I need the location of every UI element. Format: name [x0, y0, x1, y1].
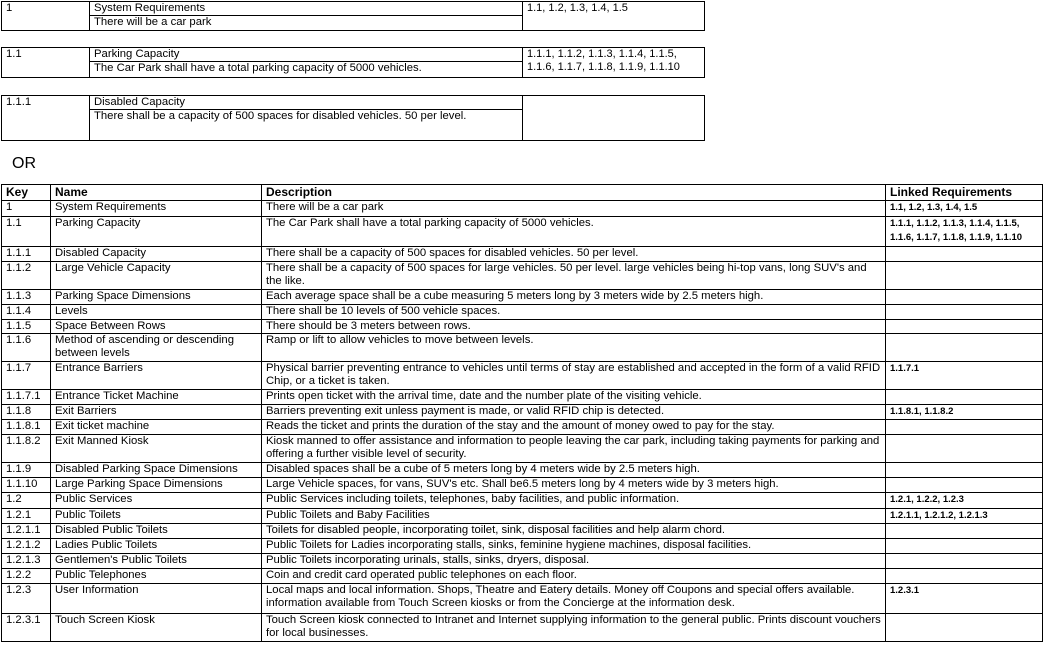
table-header-row [2, 185, 1043, 201]
cell-name: Large Vehicle Capacity [51, 261, 262, 289]
cell-links [886, 435, 1043, 463]
cell-links [886, 539, 1043, 554]
cell-name: Gentlemen's Public Toilets [51, 554, 262, 569]
table-row [2, 554, 1043, 569]
cell-description: Coin and credit card operated public telephones on each floor. [262, 569, 886, 584]
cell-key: 1.1.8.2 [2, 435, 51, 463]
card-description: There shall be a capacity of 500 spaces for disabled vehicles. 50 per level. [90, 110, 523, 141]
card-description: There will be a car park [90, 16, 523, 31]
cell-description: The Car Park shall have a total parking capacity of 5000 vehicles. [262, 216, 886, 246]
cell-description: Large Vehicle spaces, for vans, SUV's etc. Shall be6.5 meters long by 4 meters wide by 3 meters high. [262, 478, 886, 493]
cell-name: Disabled Parking Space Dimensions [51, 463, 262, 478]
cell-links [886, 524, 1043, 539]
cell-description: Public Toilets incorporating urinals, stalls, sinks, dryers, disposal. [262, 554, 886, 569]
cell-links: 1.1.7.1 [886, 361, 1043, 389]
cell-name: Exit Manned Kiosk [51, 435, 262, 463]
table-row [2, 508, 1043, 524]
cell-key: 1.2.1.2 [2, 539, 51, 554]
cell-links [886, 569, 1043, 584]
cell-links [886, 319, 1043, 333]
cell-name: Public Toilets [51, 508, 262, 524]
table-row [2, 319, 1043, 333]
table-row [2, 201, 1043, 217]
card-key: 1.1.1 [2, 96, 90, 110]
card-description: The Car Park shall have a total parking capacity of 5000 vehicles. [90, 62, 523, 78]
table-row [2, 539, 1043, 554]
cell-links: 1.1.1, 1.1.2, 1.1.3, 1.1.4, 1.1.5, 1.1.6, 1.1.7, 1.1.8, 1.1.9, 1.1.10 [886, 216, 1043, 246]
cell-key: 1.1.7 [2, 361, 51, 389]
cell-links: 1.1.8.1, 1.1.8.2 [886, 404, 1043, 420]
cell-description: Each average space shall be a cube measuring 5 meters long by 3 meters wide by 2.5 meters high. [262, 289, 886, 304]
cell-description: Reads the ticket and prints the duration of the stay and the amount of money owed to pay for the stay. [262, 420, 886, 435]
table-row [2, 333, 1043, 361]
cell-name: Parking Space Dimensions [51, 289, 262, 304]
requirement-card-1 [1, 1, 705, 31]
table-row [2, 478, 1043, 493]
cell-key: 1.1.7.1 [2, 389, 51, 404]
cell-name: Large Parking Space Dimensions [51, 478, 262, 493]
header-description: Description [262, 185, 886, 201]
cell-description: Kiosk manned to offer assistance and information to people leaving the car park, including taking payments for parking and offering a further visible level of security. [262, 435, 886, 463]
cell-key: 1.1.6 [2, 333, 51, 361]
card-links: 1.1, 1.2, 1.3, 1.4, 1.5 [523, 2, 705, 31]
card-links [523, 96, 705, 141]
header-name: Name [51, 185, 262, 201]
cell-key: 1.2.1 [2, 508, 51, 524]
table-row [2, 584, 1043, 614]
table-row [2, 389, 1043, 404]
cell-description: Physical barrier preventing entrance to vehicles until terms of stay are established and accepted in the form of a valid RFID Chip, or a ticket is taken. [262, 361, 886, 389]
table-row [2, 524, 1043, 539]
cell-description: There shall be 10 levels of 500 vehicle spaces. [262, 304, 886, 319]
cell-key: 1.1.8.1 [2, 420, 51, 435]
cell-name: Entrance Barriers [51, 361, 262, 389]
cell-links [886, 333, 1043, 361]
cell-key: 1.1.1 [2, 246, 51, 261]
cell-description: There will be a car park [262, 201, 886, 217]
table-row [2, 493, 1043, 509]
card-name: Disabled Capacity [90, 96, 523, 110]
cell-name: Levels [51, 304, 262, 319]
or-separator: OR [12, 155, 36, 172]
cell-description: Public Toilets for Ladies incorporating stalls, sinks, feminine hygiene machines, disposal facilities. [262, 539, 886, 554]
cell-key: 1.2.3 [2, 584, 51, 614]
cell-name: Touch Screen Kiosk [51, 614, 262, 642]
cell-description: Ramp or lift to allow vehicles to move between levels. [262, 333, 886, 361]
cell-description: Touch Screen kiosk connected to Intranet and Internet supplying information to the general public. Prints discount vouchers for local businesses. [262, 614, 886, 642]
table-row [2, 216, 1043, 246]
cell-links: 1.2.1.1, 1.2.1.2, 1.2.1.3 [886, 508, 1043, 524]
table-row [2, 569, 1043, 584]
cell-name: System Requirements [51, 201, 262, 217]
card-key: 1.1 [2, 48, 90, 62]
cell-links [886, 289, 1043, 304]
cell-name: Space Between Rows [51, 319, 262, 333]
cell-name: Public Telephones [51, 569, 262, 584]
card-links: 1.1.1, 1.1.2, 1.1.3, 1.1.4, 1.1.5, 1.1.6, 1.1.7, 1.1.8, 1.1.9, 1.1.10 [523, 48, 705, 78]
cell-key: 1.2 [2, 493, 51, 509]
cell-key: 1.1.2 [2, 261, 51, 289]
card-name: Parking Capacity [90, 48, 523, 62]
cell-name: Parking Capacity [51, 216, 262, 246]
cell-links [886, 478, 1043, 493]
cell-links [886, 261, 1043, 289]
cell-links [886, 389, 1043, 404]
cell-name: Exit Barriers [51, 404, 262, 420]
requirements-table [1, 184, 1043, 642]
table-row [2, 463, 1043, 478]
card-key: 1 [2, 2, 90, 16]
header-linked-requirements: Linked Requirements [886, 185, 1043, 201]
cell-description: Prints open ticket with the arrival time, date and the number plate of the visiting vehicle. [262, 389, 886, 404]
cell-key: 1.1.10 [2, 478, 51, 493]
header-key: Key [2, 185, 51, 201]
cell-key: 1 [2, 201, 51, 217]
cell-links [886, 304, 1043, 319]
cell-links: 1.1, 1.2, 1.3, 1.4, 1.5 [886, 201, 1043, 217]
cell-description: There shall be a capacity of 500 spaces for large vehicles. 50 per level. large vehicles being hi-top vans, long SUV's and the like. [262, 261, 886, 289]
table-row [2, 304, 1043, 319]
cell-key: 1.1.4 [2, 304, 51, 319]
cell-key: 1.1.9 [2, 463, 51, 478]
cell-description: Local maps and local information. Shops, Theatre and Eatery details. Money off Coupons and special offers available. information available from Touch Screen kiosks or from the Concierge at the information desk. [262, 584, 886, 614]
table-row [2, 420, 1043, 435]
cell-description: Toilets for disabled people, incorporating toilet, sink, disposal facilities and help alarm chord. [262, 524, 886, 539]
table-row [2, 261, 1043, 289]
cell-name: Method of ascending or descending between levels [51, 333, 262, 361]
cell-key: 1.1.8 [2, 404, 51, 420]
cell-description: There shall be a capacity of 500 spaces for disabled vehicles. 50 per level. [262, 246, 886, 261]
cell-links: 1.2.3.1 [886, 584, 1043, 614]
cell-key: 1.1.5 [2, 319, 51, 333]
cell-name: Public Services [51, 493, 262, 509]
table-row [2, 435, 1043, 463]
card-name: System Requirements [90, 2, 523, 16]
cell-description: Barriers preventing exit unless payment is made, or valid RFID chip is detected. [262, 404, 886, 420]
cell-key: 1.2.2 [2, 569, 51, 584]
cell-key: 1.2.1.1 [2, 524, 51, 539]
table-row [2, 404, 1043, 420]
cell-description: Disabled spaces shall be a cube of 5 meters long by 4 meters wide by 2.5 meters high. [262, 463, 886, 478]
cell-name: User Information [51, 584, 262, 614]
cell-description: Public Services including toilets, telephones, baby facilities, and public information. [262, 493, 886, 509]
table-row [2, 289, 1043, 304]
cell-description: There should be 3 meters between rows. [262, 319, 886, 333]
cell-name: Disabled Public Toilets [51, 524, 262, 539]
cell-name: Disabled Capacity [51, 246, 262, 261]
cell-name: Exit ticket machine [51, 420, 262, 435]
table-row [2, 614, 1043, 642]
cell-description: Public Toilets and Baby Facilities [262, 508, 886, 524]
cell-links: 1.2.1, 1.2.2, 1.2.3 [886, 493, 1043, 509]
requirement-card-2 [1, 47, 705, 78]
cell-links [886, 420, 1043, 435]
cell-name: Entrance Ticket Machine [51, 389, 262, 404]
cell-name: Ladies Public Toilets [51, 539, 262, 554]
requirement-card-3 [1, 95, 705, 141]
cell-links [886, 614, 1043, 642]
cell-key: 1.1 [2, 216, 51, 246]
cell-key: 1.1.3 [2, 289, 51, 304]
table-row [2, 361, 1043, 389]
cell-key: 1.2.1.3 [2, 554, 51, 569]
cell-links [886, 246, 1043, 261]
cell-links [886, 463, 1043, 478]
cell-links [886, 554, 1043, 569]
cell-key: 1.2.3.1 [2, 614, 51, 642]
table-row [2, 246, 1043, 261]
